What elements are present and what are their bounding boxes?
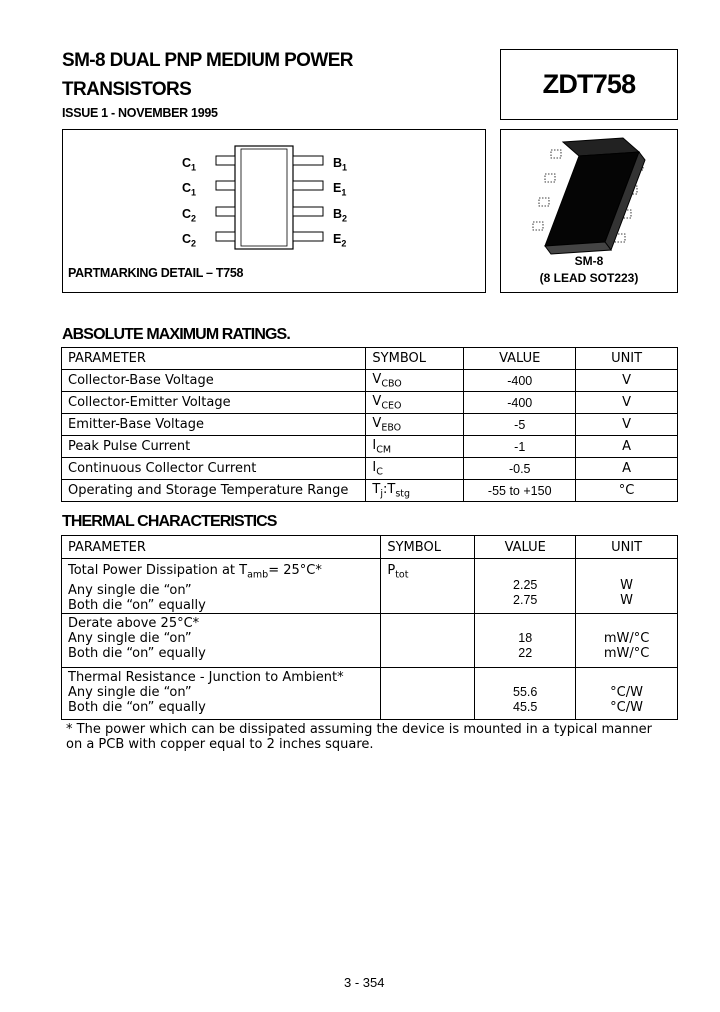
row-symbol: $V_{CEO}$ xyxy=(366,392,464,414)
pin-label-c1-a: $C_1$ xyxy=(182,156,197,173)
thermal-heading: THERMAL CHARACTERISTICS xyxy=(62,513,277,530)
row-parameter: Thermal Resistance - Junction to Ambient* Any single die “on” Both die “on” equally xyxy=(62,667,381,719)
header-parameter: PARAMETER xyxy=(62,536,381,559)
row-symbol: $P_{tot}$ xyxy=(381,559,475,614)
row-unit: W W xyxy=(576,559,678,614)
row-symbol: $T_j:T_{stg}$ xyxy=(366,480,464,502)
row-symbol: $I_C$ xyxy=(366,458,464,480)
document-title-line2: TRANSISTORS xyxy=(62,79,192,100)
table-row xyxy=(62,613,678,667)
row-parameter: Total Power Dissipation at $T_{amb}= 25^\circ C*$ Any single die “on” Both die “on” equally xyxy=(62,559,381,614)
partmarking-detail: PARTMARKING DETAIL – T758 xyxy=(68,266,244,280)
row-value: 2.25 2.75 xyxy=(475,559,576,614)
abs-max-table xyxy=(61,347,678,502)
package-image xyxy=(501,130,679,260)
row-parameter: Collector-Emitter Voltage xyxy=(62,392,366,414)
row-value: -5 xyxy=(464,414,576,436)
part-number: ZDT758 xyxy=(542,69,636,99)
pin-label-c2-b: $C_2$ xyxy=(182,232,197,249)
table-row xyxy=(62,559,678,614)
table-row xyxy=(62,458,678,480)
table-row xyxy=(62,370,678,392)
header-parameter: PARAMETER xyxy=(62,348,366,370)
row-parameter: Derate above 25°C* Any single die “on” Both die “on” equally xyxy=(62,613,381,667)
thermal-table xyxy=(61,535,678,720)
row-value: 55.6 45.5 xyxy=(475,667,576,719)
row-symbol: $V_{CBO}$ xyxy=(366,370,464,392)
pin-label-b2: $B_2$ xyxy=(333,207,348,224)
ic-body xyxy=(235,146,293,249)
row-symbol xyxy=(381,667,475,719)
row-unit: V xyxy=(576,370,678,392)
row-parameter: Emitter-Base Voltage xyxy=(62,414,366,436)
row-parameter: Collector-Base Voltage xyxy=(62,370,366,392)
row-unit: A xyxy=(576,436,678,458)
pin-label-e1: $E_1$ xyxy=(333,181,347,198)
pin-label-b1: $B_1$ xyxy=(333,156,348,173)
table-row xyxy=(62,392,678,414)
row-symbol: $I_{CM}$ xyxy=(366,436,464,458)
header-value: VALUE xyxy=(475,536,576,559)
header-symbol: SYMBOL xyxy=(381,536,475,559)
package-name: SM-8 xyxy=(574,254,604,268)
row-value: -400 xyxy=(464,370,576,392)
header-symbol: SYMBOL xyxy=(366,348,464,370)
pin-label-c1-b: $C_1$ xyxy=(182,181,197,198)
page-number: 3 - 354 xyxy=(344,975,385,990)
left-pins xyxy=(216,156,235,241)
thermal-header-row xyxy=(62,536,678,559)
document-title-line1: SM-8 DUAL PNP MEDIUM POWER xyxy=(62,50,353,71)
footnote xyxy=(66,722,652,752)
pin-label-c2-a: $C_2$ xyxy=(182,207,197,224)
row-value: -55 to +150 xyxy=(464,480,576,502)
row-unit: A xyxy=(576,458,678,480)
row-parameter: Operating and Storage Temperature Range xyxy=(62,480,366,502)
table-row xyxy=(62,414,678,436)
abs-max-heading: ABSOLUTE MAXIMUM RATINGS. xyxy=(62,326,290,343)
row-value: -0.5 xyxy=(464,458,576,480)
row-unit: mW/°C mW/°C xyxy=(576,613,678,667)
row-parameter: Continuous Collector Current xyxy=(62,458,366,480)
row-value: -400 xyxy=(464,392,576,414)
pinout-diagram-box xyxy=(62,129,486,293)
package-description: (8 LEAD SOT223) xyxy=(539,271,639,285)
row-symbol: $V_{EBO}$ xyxy=(366,414,464,436)
footnote-line1: * The power which can be dissipated assuming the device is mounted in a typical manner xyxy=(66,722,652,737)
table-row xyxy=(62,667,678,719)
row-unit: V xyxy=(576,392,678,414)
header-value: VALUE xyxy=(464,348,576,370)
package-box xyxy=(500,129,678,293)
right-pins xyxy=(293,156,323,241)
row-value: -1 xyxy=(464,436,576,458)
row-unit: V xyxy=(576,414,678,436)
abs-max-header-row xyxy=(62,348,678,370)
row-value: 18 22 xyxy=(475,613,576,667)
part-number-box xyxy=(500,49,678,120)
row-symbol xyxy=(381,613,475,667)
table-row xyxy=(62,436,678,458)
row-unit: °C/W °C/W xyxy=(576,667,678,719)
row-parameter: Peak Pulse Current xyxy=(62,436,366,458)
header-unit: UNIT xyxy=(576,348,678,370)
table-row xyxy=(62,480,678,502)
pin-label-e2: $E_2$ xyxy=(333,232,347,249)
issue-date: ISSUE 1 - NOVEMBER 1995 xyxy=(62,106,218,120)
header-unit: UNIT xyxy=(576,536,678,559)
row-unit: °C xyxy=(576,480,678,502)
footnote-line2: on a PCB with copper equal to 2 inches square. xyxy=(66,737,374,752)
